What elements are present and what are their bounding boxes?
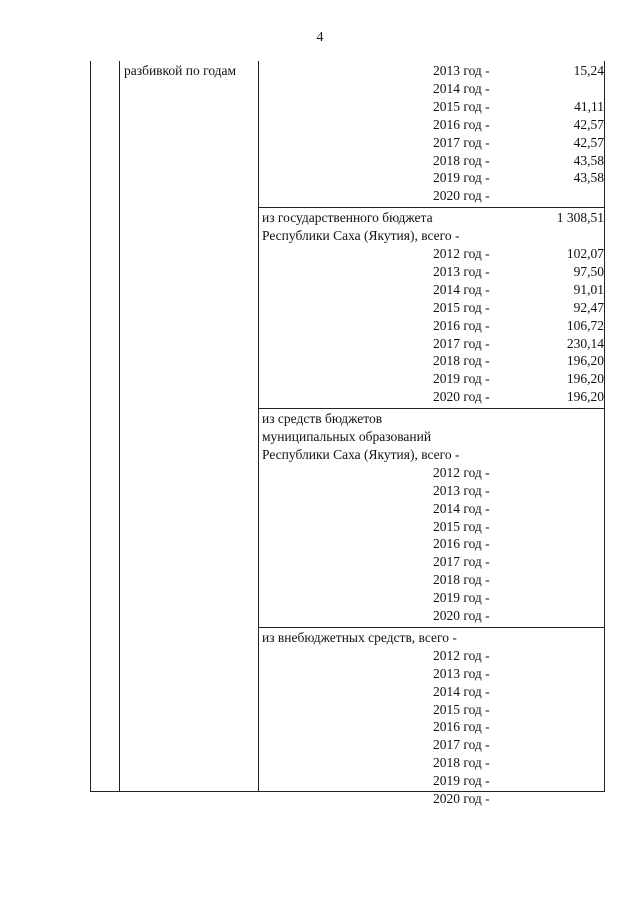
year-label: 2020 год - bbox=[433, 608, 490, 623]
year-row bbox=[258, 589, 604, 607]
year-row bbox=[258, 317, 604, 335]
year-row bbox=[258, 482, 604, 500]
year-value: 102,07 bbox=[566, 246, 604, 261]
year-row bbox=[258, 553, 604, 571]
year-row bbox=[258, 683, 604, 701]
section-heading-text: Республики Саха (Якутия), всего - bbox=[262, 446, 460, 462]
year-label: 2020 год - bbox=[433, 389, 490, 405]
year-row bbox=[258, 607, 604, 625]
section-heading-text: из внебюджетных средств, всего - bbox=[262, 629, 457, 645]
year-label: 2014 год - bbox=[433, 500, 490, 516]
municipal-budgets-heading bbox=[258, 428, 604, 446]
year-label: 2018 год - bbox=[433, 353, 490, 369]
section-divider bbox=[258, 408, 605, 409]
section-heading-text: из средств бюджетов bbox=[262, 411, 383, 427]
left-column-label: разбивкой по годам bbox=[124, 63, 237, 78]
year-value: 92,47 bbox=[573, 299, 604, 315]
year-label: 2018 год - bbox=[433, 572, 490, 588]
year-label: 2013 год - bbox=[433, 63, 490, 78]
year-value: 97,50 bbox=[573, 263, 604, 279]
page-number: 4 bbox=[316, 30, 324, 45]
year-value: 196,20 bbox=[566, 389, 604, 405]
year-value: 230,14 bbox=[566, 335, 604, 351]
year-row bbox=[258, 772, 604, 790]
year-label: 2015 год - bbox=[433, 98, 490, 114]
year-label: 2017 год - bbox=[433, 737, 490, 753]
year-label: 2014 год - bbox=[433, 80, 490, 96]
year-value: 15,24 bbox=[573, 63, 604, 78]
year-value: 42,57 bbox=[573, 134, 604, 150]
year-row bbox=[258, 736, 604, 754]
year-label: 2019 год - bbox=[433, 773, 490, 789]
table-border-left bbox=[90, 61, 91, 792]
state-budget-heading bbox=[258, 209, 604, 227]
year-value: 196,20 bbox=[566, 371, 604, 387]
year-label: 2020 год - bbox=[433, 188, 490, 204]
year-row bbox=[258, 134, 604, 152]
year-label: 2017 год - bbox=[433, 134, 490, 150]
year-row bbox=[258, 571, 604, 589]
table-border-right bbox=[604, 61, 605, 792]
year-label: 2018 год - bbox=[433, 152, 490, 168]
year-row bbox=[258, 80, 604, 98]
year-value: 41,11 bbox=[574, 98, 604, 114]
year-row bbox=[258, 718, 604, 736]
section-heading-text: муниципальных образований bbox=[262, 429, 432, 444]
year-row bbox=[258, 701, 604, 719]
year-label: 2019 год - bbox=[433, 590, 490, 606]
year-label: 2013 год - bbox=[433, 482, 490, 498]
year-label: 2018 год - bbox=[433, 755, 490, 771]
year-row bbox=[258, 281, 604, 299]
year-value: 196,20 bbox=[566, 353, 604, 369]
year-row bbox=[258, 335, 604, 353]
year-label: 2019 год - bbox=[433, 371, 490, 387]
year-row bbox=[258, 187, 604, 205]
year-row bbox=[258, 754, 604, 772]
table-column-divider-1 bbox=[119, 61, 120, 792]
year-label: 2014 год - bbox=[433, 281, 490, 297]
year-label: 2020 год - bbox=[433, 791, 490, 806]
section-total-value: 1 308,51 bbox=[556, 210, 604, 226]
year-row bbox=[258, 790, 604, 808]
year-row bbox=[258, 535, 604, 553]
municipal-budgets-heading bbox=[258, 446, 604, 464]
section-heading-text: из государственного бюджета bbox=[262, 210, 433, 226]
year-row bbox=[258, 116, 604, 134]
year-label: 2016 год - bbox=[433, 719, 490, 735]
year-label: 2016 год - bbox=[433, 116, 490, 132]
year-row bbox=[258, 169, 604, 187]
year-value: 42,57 bbox=[573, 116, 604, 132]
year-label: 2013 год - bbox=[433, 665, 490, 681]
year-row bbox=[258, 299, 604, 317]
section-heading-text: Республики Саха (Якутия), всего - bbox=[262, 228, 460, 244]
year-label: 2015 год - bbox=[433, 701, 490, 717]
year-label: 2012 год - bbox=[433, 647, 490, 663]
year-row bbox=[258, 152, 604, 170]
municipal-budgets-heading bbox=[258, 410, 604, 428]
year-row bbox=[258, 388, 604, 406]
year-row bbox=[258, 464, 604, 482]
year-value: 106,72 bbox=[566, 317, 604, 333]
year-label: 2012 год - bbox=[433, 246, 490, 261]
year-row bbox=[258, 62, 604, 80]
year-row bbox=[258, 245, 604, 263]
year-value: 43,58 bbox=[573, 152, 604, 168]
year-label: 2012 год - bbox=[433, 464, 490, 480]
year-value: 91,01 bbox=[573, 281, 604, 297]
year-row bbox=[258, 370, 604, 388]
year-row bbox=[258, 518, 604, 536]
year-value: 43,58 bbox=[573, 170, 604, 186]
year-row bbox=[258, 263, 604, 281]
year-label: 2016 год - bbox=[433, 536, 490, 552]
section-divider bbox=[258, 207, 605, 208]
extra-budgetary-heading bbox=[258, 629, 604, 647]
state-budget-heading bbox=[258, 227, 604, 245]
year-row bbox=[258, 352, 604, 370]
year-row bbox=[258, 500, 604, 518]
year-label: 2015 год - bbox=[433, 299, 490, 315]
year-label: 2015 год - bbox=[433, 518, 490, 534]
year-row bbox=[258, 98, 604, 116]
year-label: 2013 год - bbox=[433, 263, 490, 279]
year-row bbox=[258, 665, 604, 683]
year-label: 2017 год - bbox=[433, 335, 490, 351]
year-label: 2019 год - bbox=[433, 170, 490, 186]
year-label: 2016 год - bbox=[433, 317, 490, 333]
year-label: 2014 год - bbox=[433, 683, 490, 699]
year-label: 2017 год - bbox=[433, 554, 490, 570]
year-row bbox=[258, 647, 604, 665]
section-divider bbox=[258, 627, 605, 628]
